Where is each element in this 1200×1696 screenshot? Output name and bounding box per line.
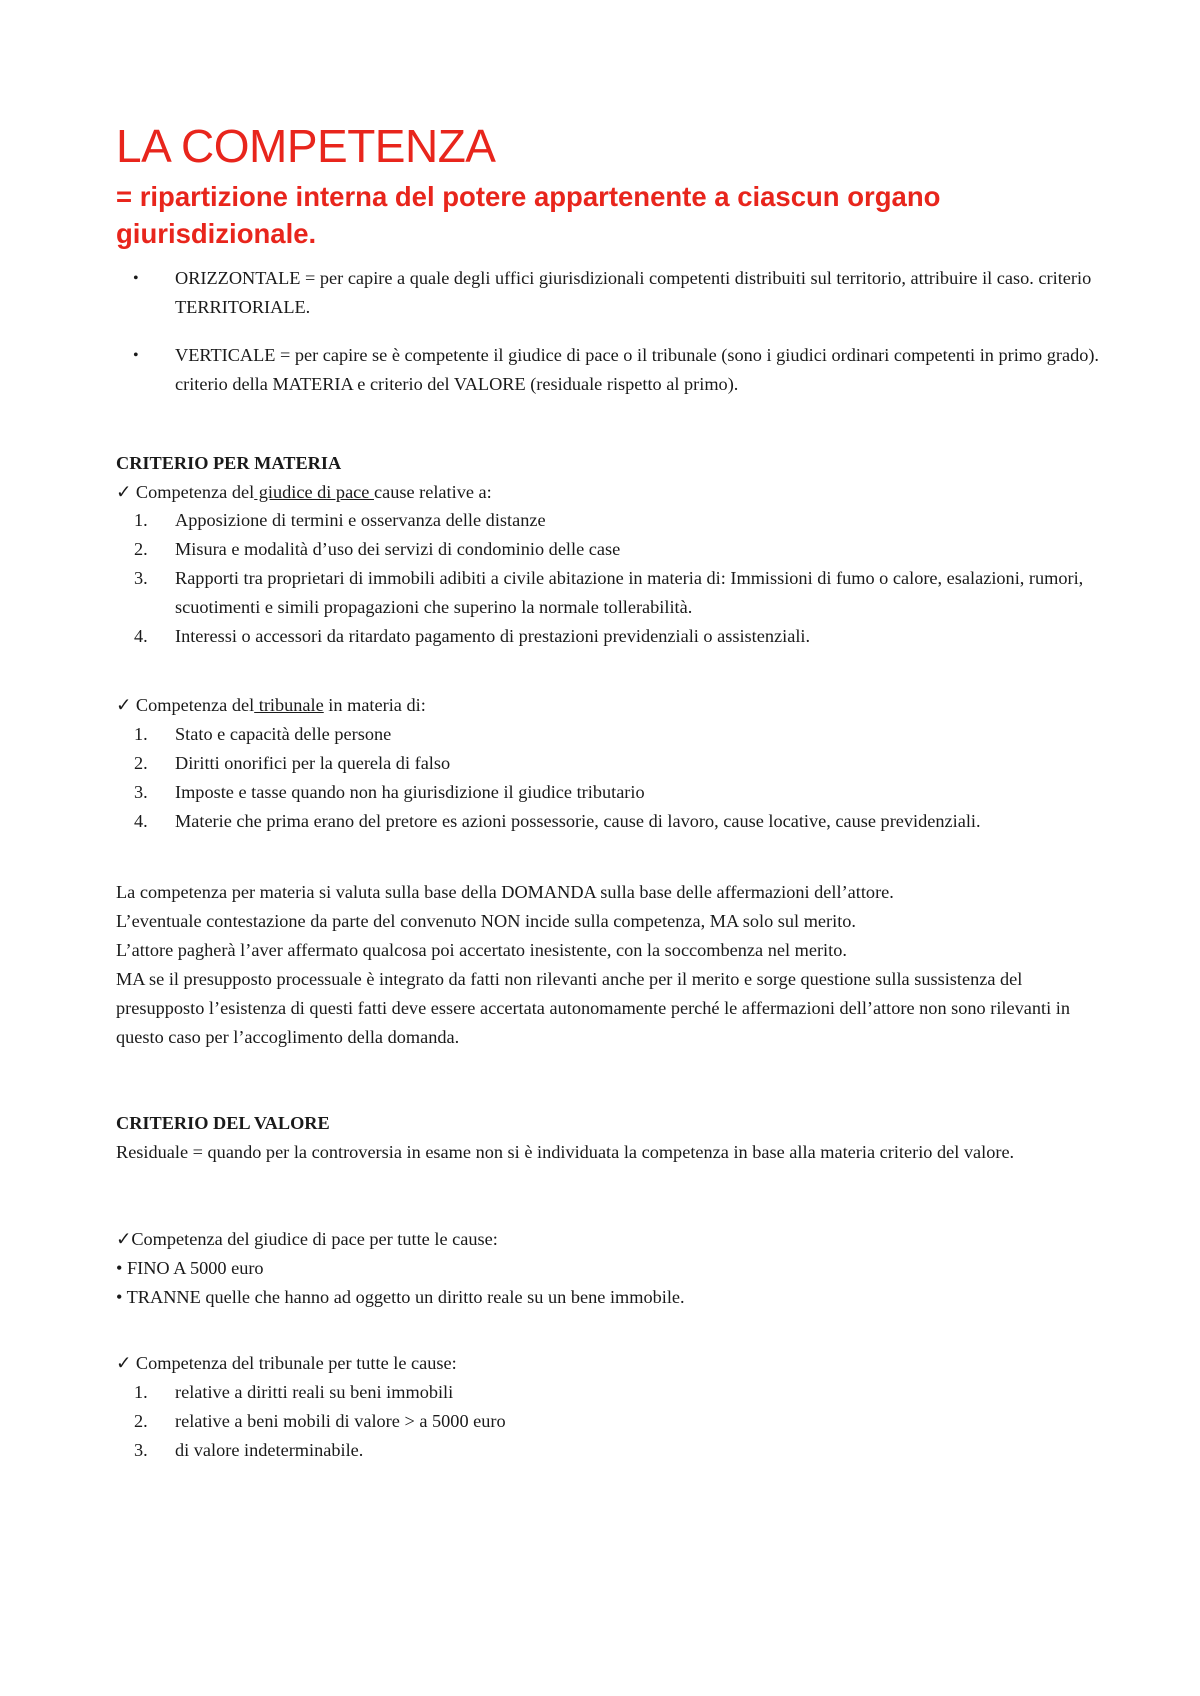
tribunale-valore-intro: ✓ Competenza del tribunale per tutte le cause: (116, 1353, 457, 1373)
paragraph-line: MA se il presupposto processuale è integrato da fatti non rilevanti anche per il merito e sorge questione sulla sussistenza del presupposto l’esistenza di questi fatti deve essere accertata autonomamente perché le affermazioni dell’attore non sono rilevanti in questo caso per l’accoglimento della domanda. (116, 969, 1070, 1047)
list-item: Interessi o accessori da ritardato pagamento di prestazioni previdenziali o assistenziali. (175, 626, 811, 646)
list-item: Apposizione di termini e osservanza delle distanze (175, 510, 546, 530)
list-item: Diritti onorifici per la querela di falso (175, 753, 451, 773)
residuale-text: Residuale = quando per la controversia in esame non si è individuata la competenza in base alla materia criterio del valore. (116, 1142, 1015, 1162)
check-icon: ✓ (116, 695, 132, 715)
list-item: di valore indeterminabile. (175, 1440, 364, 1460)
list-item: relative a beni mobili di valore > a 5000 euro (175, 1411, 506, 1431)
check-icon: ✓ (116, 1353, 132, 1373)
paragraph-line: L’attore pagherà l’aver affermato qualcosa poi accertato inesistente, con la soccombenza nel merito. (116, 940, 847, 960)
list-number: 2. (134, 539, 148, 559)
bullet-marker: • (133, 347, 139, 364)
paragraph-line: La competenza per materia si valuta sulla base della DOMANDA sulla base delle affermazioni dell’attore. (116, 882, 894, 902)
list-item: Imposte e tasse quando non ha giurisdizione il giudice tributario (175, 782, 645, 802)
list-number: 3. (134, 1440, 148, 1460)
page-title: LA COMPETENZA (116, 120, 496, 172)
tribunale-intro: ✓ Competenza del tribunale in materia di: (116, 695, 426, 715)
bullet-orizzontale: ORIZZONTALE = per capire a quale degli uffici giurisdizionali competenti distribuiti sul territorio, attribuire il caso. criterio TERRITORIALE. (175, 268, 1092, 317)
list-number: 3. (134, 782, 148, 802)
bullet-marker: • (133, 270, 139, 287)
giudice-intro: ✓ Competenza del giudice di pace cause relative a: (116, 482, 492, 502)
list-number: 2. (134, 1411, 148, 1431)
section-heading-materia: CRITERIO PER MATERIA (116, 453, 342, 473)
list-item: Rapporti tra proprietari di immobili adibiti a civile abitazione in materia di: Immissioni di fumo o calore, esalazioni, rumori, scuotimenti e simili propagazioni che superino la normale tollerabilità. (175, 568, 1084, 617)
bullet-verticale: VERTICALE = per capire se è competente il giudice di pace o il tribunale (sono i giudici ordinari competenti in primo grado). criterio della MATERIA e criterio del VALORE (residuale rispetto al primo). (175, 345, 1100, 394)
tribunale-link: tribunale (254, 695, 324, 715)
check-icon: ✓ (116, 482, 132, 502)
list-number: 4. (134, 811, 148, 831)
valore-line: • FINO A 5000 euro (116, 1258, 264, 1278)
list-item: Materie che prima erano del pretore es azioni possessorie, cause di lavoro, cause locative, cause previdenziali. (175, 811, 981, 831)
valore-line: • TRANNE quelle che hanno ad oggetto un diritto reale su un bene immobile. (116, 1287, 685, 1307)
section-heading-valore: CRITERIO DEL VALORE (116, 1113, 330, 1133)
list-number: 1. (134, 1382, 148, 1402)
paragraph-line: L’eventuale contestazione da parte del convenuto NON incide sulla competenza, MA solo sul merito. (116, 911, 856, 931)
list-number: 4. (134, 626, 148, 646)
list-item: relative a diritti reali su beni immobili (175, 1382, 454, 1402)
list-number: 1. (134, 510, 148, 530)
list-number: 1. (134, 724, 148, 744)
giudice-di-pace-link: giudice di pace (254, 482, 374, 502)
list-item: Misura e modalità d’uso dei servizi di condominio delle case (175, 539, 621, 559)
list-item: Stato e capacità delle persone (175, 724, 392, 744)
list-number: 2. (134, 753, 148, 773)
list-number: 3. (134, 568, 148, 588)
giudice-valore-intro: ✓Competenza del giudice di pace per tutte le cause: (116, 1229, 498, 1249)
page-subtitle: = ripartizione interna del potere appartenente a ciascun organo giurisdizionale. (116, 181, 941, 249)
